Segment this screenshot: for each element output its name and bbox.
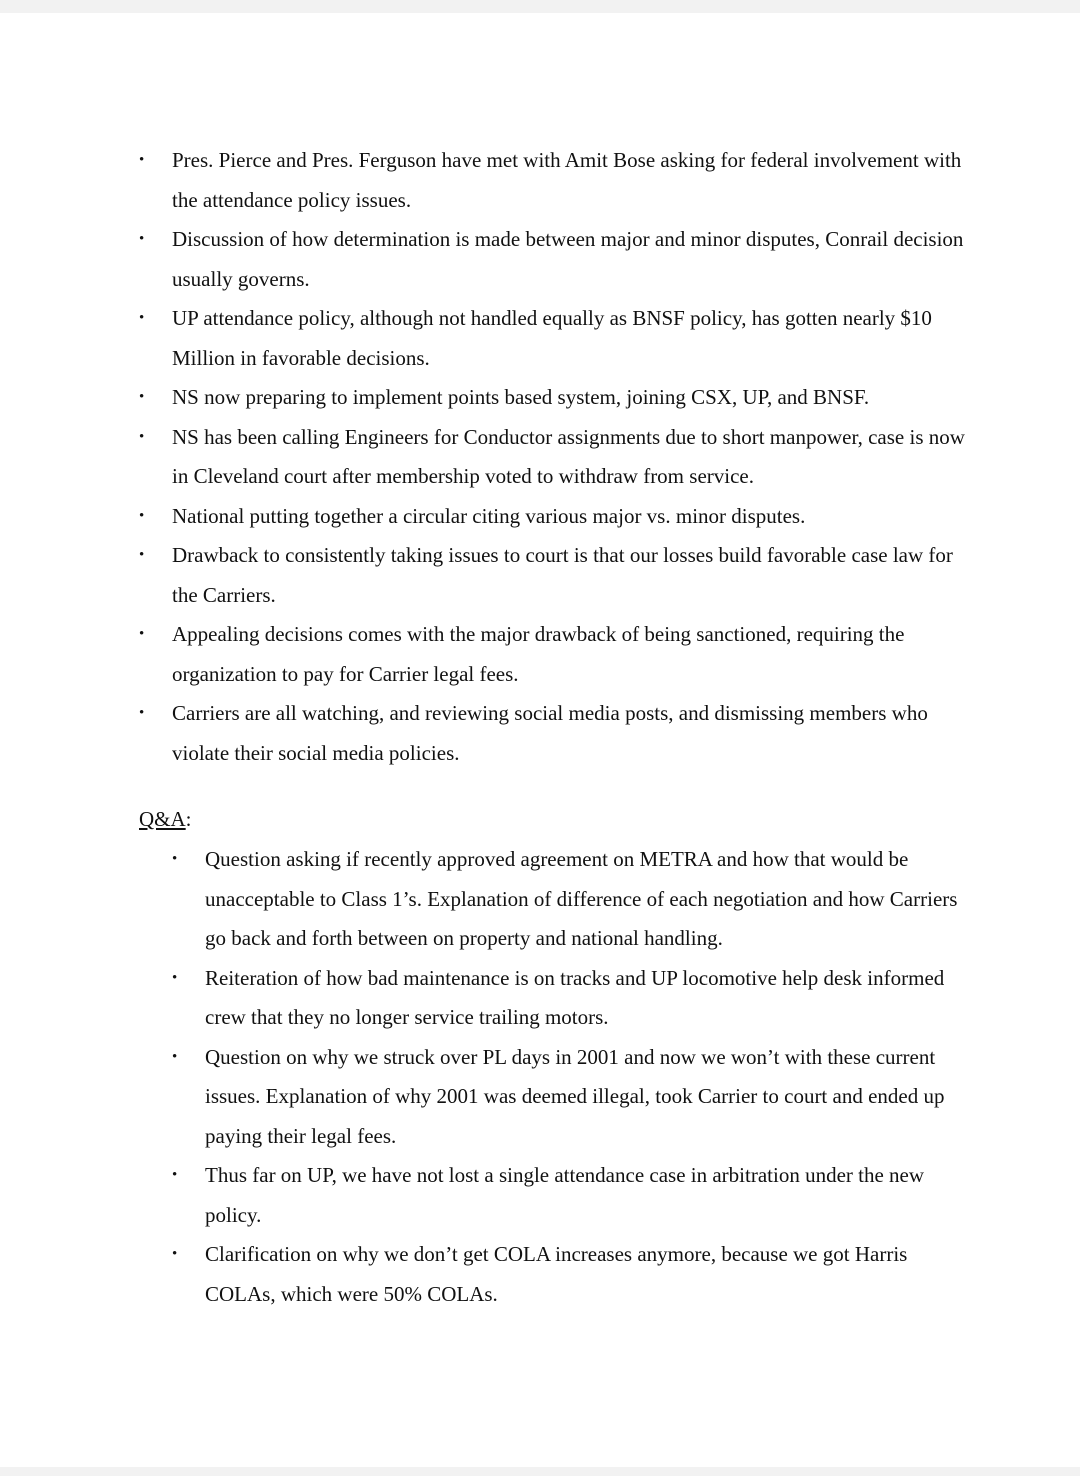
list-item bbox=[0, 959, 980, 1038]
list-item-text: Clarification on why we don’t get COLA increases anymore, because we got Harris COLAs, which were 50% COLAs. bbox=[205, 1242, 908, 1306]
list-item bbox=[0, 1038, 980, 1157]
bullet-icon: • bbox=[172, 1048, 178, 1065]
bullet-icon: • bbox=[139, 705, 145, 721]
list-item-text: Reiteration of how bad maintenance is on tracks and UP locomotive help desk informed crew that they no longer service trailing motors. bbox=[205, 965, 945, 1029]
list-item bbox=[0, 1156, 980, 1235]
bullet-icon: • bbox=[139, 507, 145, 524]
list-item-text: Carriers are all watching, and reviewing social media posts, and dismissing members who violate their social media policies. bbox=[172, 701, 928, 765]
bullet-icon: • bbox=[139, 310, 145, 326]
bullet-icon: • bbox=[172, 851, 178, 867]
bullet-icon: • bbox=[172, 969, 178, 986]
list-item-text: Question on why we struck over PL days in 2001 and now we won’t with these current issues. Explanation of why 2001 was deemed illegal, took Carrier to court and ended up paying their legal fees. bbox=[205, 1044, 945, 1148]
list-item-text: Appealing decisions comes with the major drawback of being sanctioned, requiring the organization to pay for Carrier legal fees. bbox=[172, 622, 905, 686]
bullet-icon: • bbox=[139, 231, 145, 247]
list-item bbox=[0, 299, 972, 378]
bullet-icon: • bbox=[139, 428, 145, 445]
list-item-text: National putting together a circular citing various major vs. minor disputes. bbox=[172, 503, 806, 528]
document-page bbox=[0, 13, 1080, 1467]
list-item-text: NS now preparing to implement points based system, joining CSX, UP, and BNSF. bbox=[172, 385, 870, 409]
list-item-text: Question asking if recently approved agreement on METRA and how that would be unacceptable to Class 1’s. Explanation of difference of each negotiation and how Carriers go back and forth between on property and national handling. bbox=[205, 847, 958, 950]
list-item bbox=[0, 141, 972, 220]
main-bullet-list bbox=[0, 141, 1080, 773]
list-item bbox=[0, 497, 972, 537]
list-item bbox=[0, 220, 972, 299]
list-item-text: UP attendance policy, although not handled equally as BNSF policy, has gotten nearly $10 Million in favorable decisions. bbox=[172, 306, 932, 370]
list-item-text: NS has been calling Engineers for Conductor assignments due to short manpower, case is now in Cleveland court after membership voted to withdraw from service. bbox=[172, 424, 965, 488]
list-item bbox=[0, 378, 972, 418]
bullet-icon: • bbox=[172, 1246, 178, 1262]
list-item bbox=[0, 840, 980, 959]
qa-heading-colon: : bbox=[185, 807, 192, 831]
list-item bbox=[0, 418, 972, 497]
qa-heading-label: Q&A bbox=[139, 807, 186, 831]
bullet-icon: • bbox=[172, 1167, 178, 1183]
bullet-icon: • bbox=[139, 547, 145, 563]
bullet-icon: • bbox=[139, 389, 145, 405]
qa-bullet-list bbox=[0, 840, 1080, 1314]
list-item bbox=[0, 536, 972, 615]
bullet-icon: • bbox=[139, 626, 145, 642]
bullet-icon: • bbox=[139, 152, 145, 168]
list-item bbox=[0, 694, 972, 773]
qa-heading bbox=[139, 800, 192, 840]
list-item bbox=[0, 615, 972, 694]
list-item bbox=[0, 1235, 980, 1314]
list-item-text: Discussion of how determination is made between major and minor disputes, Conrail decision usually governs. bbox=[172, 227, 964, 291]
list-item-text: Pres. Pierce and Pres. Ferguson have met with Amit Bose asking for federal involvement with the attendance policy issues. bbox=[172, 148, 962, 212]
list-item-text: Drawback to consistently taking issues to court is that our losses build favorable case law for the Carriers. bbox=[172, 543, 953, 607]
list-item-text: Thus far on UP, we have not lost a single attendance case in arbitration under the new policy. bbox=[205, 1163, 925, 1227]
